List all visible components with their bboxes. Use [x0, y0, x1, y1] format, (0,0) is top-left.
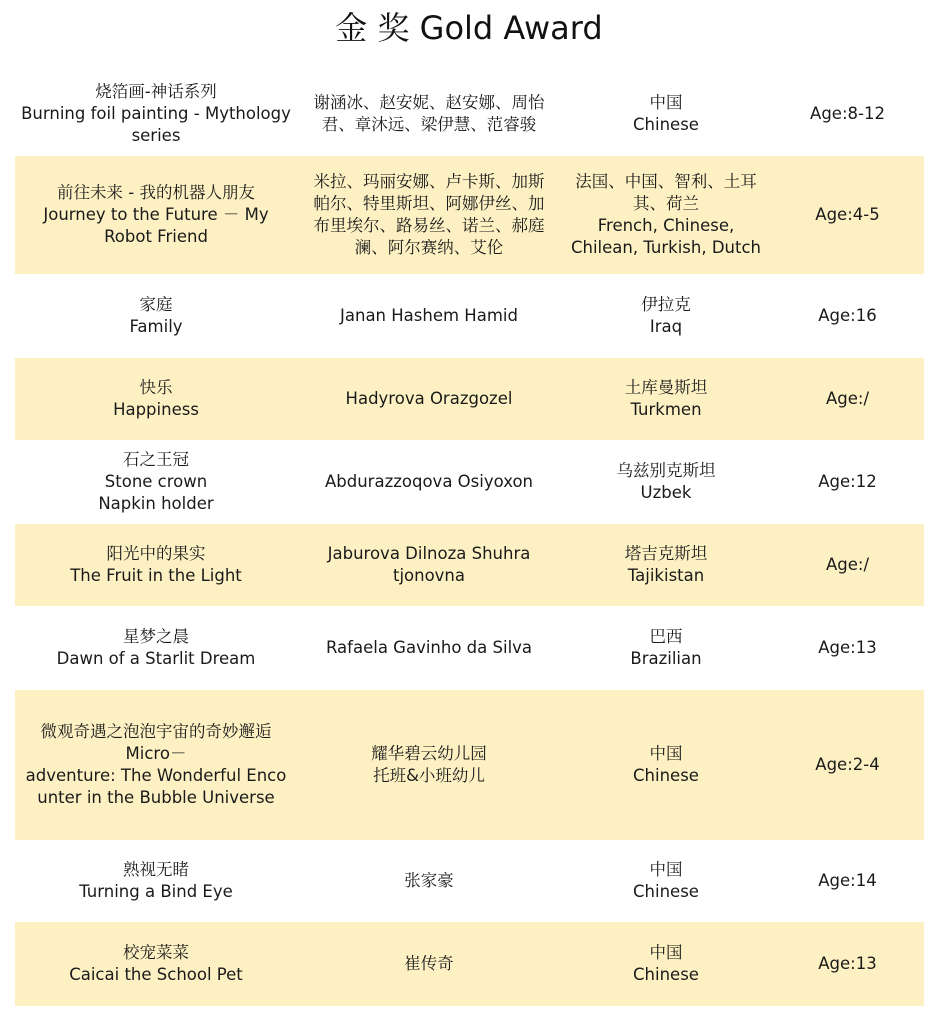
table-row — [15, 524, 924, 606]
author-cell: 张家豪 — [404, 871, 454, 890]
author-cell: 崔传奇 — [297, 922, 561, 1006]
work-title-cell: 熟视无睹 Turning a Bind Eye — [79, 860, 233, 901]
table-row — [15, 358, 924, 440]
work-title-cell: 石之王冠 Stone crown Napkin holder — [98, 450, 214, 513]
award-table — [15, 72, 924, 1006]
country-cell: 中国 Chinese — [561, 922, 771, 1006]
age-cell: Age:13 — [818, 638, 877, 657]
country-cell: 乌兹别克斯坦 Uzbek — [616, 461, 716, 502]
table-row — [15, 440, 924, 524]
country-cell: 中国 Chinese — [633, 860, 699, 901]
work-title-cell: 微观奇遇之泡泡宇宙的奇妙邂逅 Micro－ adventure: The Wonderful Enco unter in the Bubble Universe — [15, 690, 297, 840]
work-title-cell: 前往未来 - 我的机器人朋友 Journey to the Future － My Robot Friend — [15, 156, 297, 274]
country-cell: 法国、中国、智利、土耳 其、荷兰 French, Chinese, Chilean, Turkish, Dutch — [561, 156, 771, 274]
author-cell: 耀华碧云幼儿园 托班&小班幼儿 — [297, 690, 561, 840]
table-row — [15, 72, 924, 156]
age-cell: Age:16 — [818, 306, 877, 325]
author-cell: 米拉、玛丽安娜、卢卡斯、加斯 帕尔、特里斯坦、阿娜伊丝、加 布里埃尔、路易丝、诺兰、郝庭 澜、阿尔赛纳、艾伦 — [297, 156, 561, 274]
table-row — [15, 922, 924, 1006]
age-cell: Age:/ — [771, 358, 924, 440]
age-cell: Age:8-12 — [810, 104, 885, 123]
age-cell: Age:14 — [818, 871, 877, 890]
work-title-cell: 校宠菜菜 Caicai the School Pet — [15, 922, 297, 1006]
table-row — [15, 690, 924, 840]
age-cell: Age:12 — [818, 472, 877, 491]
table-row — [15, 606, 924, 690]
work-title-cell: 家庭 Family — [129, 295, 183, 336]
work-title-cell: 星梦之晨 Dawn of a Starlit Dream — [56, 627, 256, 668]
author-cell: Rafaela Gavinho da Silva — [325, 638, 533, 657]
work-title-cell: 阳光中的果实 The Fruit in the Light — [15, 524, 297, 606]
author-cell: Hadyrova Orazgozel — [297, 358, 561, 440]
age-cell: Age:4-5 — [771, 156, 924, 274]
age-cell: Age:13 — [771, 922, 924, 1006]
author-cell: Abdurazzoqova Osiyoxon — [324, 472, 534, 491]
author-cell: Janan Hashem Hamid — [340, 306, 518, 325]
table-row — [15, 156, 924, 274]
country-cell: 中国 Chinese — [633, 93, 699, 134]
work-title-cell: 烧箔画-神话系列 Burning foil painting - Mythology series — [21, 82, 291, 145]
age-cell: Age:2-4 — [771, 690, 924, 840]
table-row — [15, 840, 924, 922]
page-title: 金 奖 Gold Award — [335, 9, 603, 47]
author-cell: Jaburova Dilnoza Shuhra tjonovna — [297, 524, 561, 606]
author-cell: 谢涵冰、赵安妮、赵安娜、周怡 君、章沐远、梁伊慧、范睿骏 — [313, 93, 545, 134]
country-cell: 中国 Chinese — [561, 690, 771, 840]
age-cell: Age:/ — [771, 524, 924, 606]
table-row — [15, 274, 924, 358]
country-cell: 土库曼斯坦 Turkmen — [561, 358, 771, 440]
country-cell: 伊拉克 Iraq — [641, 295, 691, 336]
country-cell: 巴西 Brazilian — [630, 627, 702, 668]
country-cell: 塔吉克斯坦 Tajikistan — [561, 524, 771, 606]
work-title-cell: 快乐 Happiness — [15, 358, 297, 440]
